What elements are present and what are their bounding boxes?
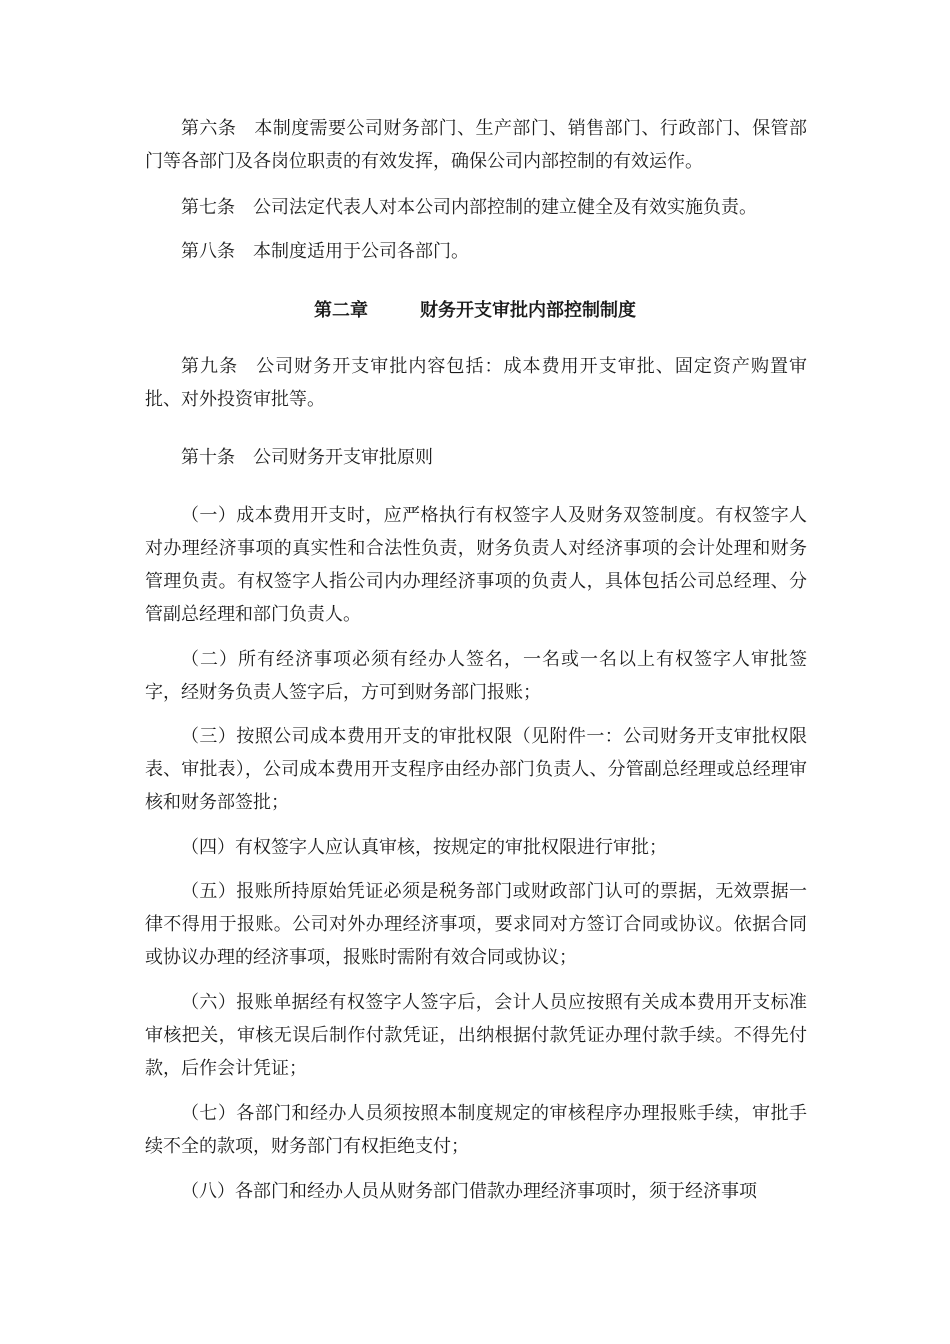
- article-10-label: 第十条: [181, 447, 235, 468]
- clause-4: （四）有权签字人应认真审核，按规定的审批权限进行审批；: [181, 837, 667, 858]
- article-7-label: 第七条: [181, 197, 235, 218]
- clause-1: （一）成本费用开支时，应严格执行有权签字人及财务双签制度。有权签字人对办理经济事项的真实性和合法性负责，财务负责人对经济事项的会计处理和财务管理负责。有权签字人指公司内办理经济事项的负责人，具体包括公司总经理、分管副总经理和部门负责人。: [145, 505, 807, 625]
- article-10: [145, 441, 807, 474]
- clause-3: （三）按照公司成本费用开支的审批权限（见附件一：公司财务开支审批权限表、审批表），公司成本费用开支程序由经办部门负责人、分管副总经理或总经理审核和财务部签批；: [145, 726, 807, 813]
- article-6: [145, 112, 807, 178]
- article-9-text: 公司财务开支审批内容包括：成本费用开支审批、固定资产购置审批、对外投资审批等。: [145, 356, 808, 410]
- clause-6: （六）报账单据经有权签字人签字后，会计人员应按照有关成本费用开支标准审核把关，审核无误后制作付款凭证，出纳根据付款凭证办理付款手续。不得先付款，后作会计凭证；: [145, 992, 807, 1079]
- article-6-text: 本制度需要公司财务部门、生产部门、销售部门、行政部门、保管部门等各部门及各岗位职责的有效发挥，确保公司内部控制的有效运作。: [145, 118, 807, 172]
- clause-2: （二）所有经济事项必须有经办人签名，一名或一名以上有权签字人审批签字，经财务负责人签字后，方可到财务部门报账；: [145, 649, 807, 703]
- clause-8: （八）各部门和经办人员从财务部门借款办理经济事项时，须于经济事项: [181, 1181, 757, 1202]
- article-9-label: 第九条: [181, 356, 239, 377]
- article-9: [145, 350, 807, 416]
- article-8: [145, 235, 807, 268]
- article-6-label: 第六条: [181, 118, 237, 139]
- clause-5: （五）报账所持原始凭证必须是税务部门或财政部门认可的票据，无效票据一律不得用于报账。公司对外办理经济事项，要求同对方签订合同或协议。依据合同或协议办理的经济事项，报账时需附有效合同或协议；: [145, 881, 807, 968]
- chapter-number: 第二章: [314, 300, 368, 321]
- chapter-heading: [0, 296, 950, 326]
- clause-7: （七）各部门和经办人员须按照本制度规定的审核程序办理报账手续，审批手续不全的款项，财务部门有权拒绝支付；: [145, 1103, 807, 1157]
- chapter-title: 财务开支审批内部控制制度: [420, 300, 636, 321]
- article-8-label: 第八条: [181, 241, 235, 262]
- article-7-text: 公司法定代表人对本公司内部控制的建立健全及有效实施负责。: [253, 197, 757, 218]
- article-10-text: 公司财务开支审批原则: [253, 447, 433, 468]
- article-7: [145, 191, 807, 224]
- article-8-text: 本制度适用于公司各部门。: [253, 241, 469, 262]
